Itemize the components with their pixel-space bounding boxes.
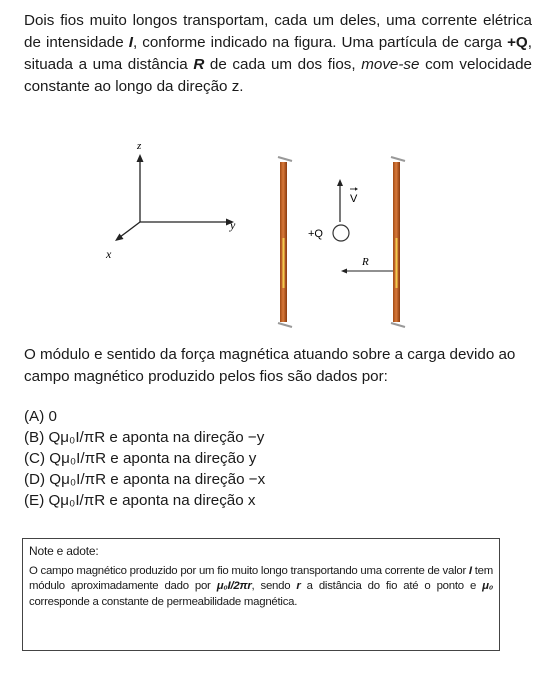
question-part: , conforme indicado na figura. Uma partícula de carga [132, 34, 508, 51]
note-box [22, 538, 500, 651]
option-e: (E) Qμ₀I/πR e aponta na direção x [24, 492, 256, 509]
note-r-symbol: r [296, 580, 301, 593]
axis-y-label: y [230, 218, 236, 232]
question-part: com velocidade constante ao longo da direção z. [24, 56, 532, 95]
question-part: de cada um dos fios, [204, 56, 362, 73]
note-part: a distância do fio até o ponto e [300, 580, 483, 593]
option-a: (A) 0 [24, 408, 57, 425]
particle-icon [333, 225, 349, 241]
note-body [29, 564, 493, 610]
right-wire [391, 157, 405, 327]
charge-symbol: +Q [507, 34, 528, 51]
particle-label: +Q [308, 228, 323, 240]
move-word: move-se [361, 56, 420, 73]
velocity-arrow-icon [337, 179, 343, 222]
options-list [24, 406, 265, 511]
note-part: O campo magnético produzido por um fio muito longo transportando uma corrente de valor [29, 565, 469, 577]
note-title: Note e adote: [29, 544, 99, 558]
distance-symbol: R [193, 56, 205, 73]
question-part: Dois fios muito longos transportam, cada um deles, uma corrente elétrica de intensidade [24, 12, 532, 51]
note-part: corresponde a constante de permeabilidade magnética. [29, 595, 298, 608]
note-part: tem módulo aproximadamente dado por [29, 565, 494, 593]
option-d: (D) Qμ₀I/πR e aponta na direção −x [24, 471, 266, 488]
note-mu-symbol: μ₀ [482, 580, 493, 593]
note-part: , sendo [251, 580, 297, 593]
wires-figure [100, 140, 430, 340]
distance-label: R [362, 256, 369, 268]
option-b: (B) Qμ₀I/πR e aponta na direção −y [24, 429, 265, 446]
distance-arrow-icon [341, 269, 393, 274]
current-symbol: I [128, 34, 133, 51]
question-part: , situada a uma distância [24, 34, 532, 73]
question-text [24, 10, 532, 98]
velocity-label: V [350, 193, 358, 205]
note-current-symbol: I [468, 565, 472, 577]
option-c: (C) Qμ₀I/πR e aponta na direção y [24, 450, 257, 467]
axis-z-label: z [137, 140, 142, 152]
axes-icon [115, 154, 234, 241]
question-stem: O módulo e sentido da força magnética atuando sobre a carga devido ao campo magnético produzido pelos fios são dados por: [24, 346, 516, 385]
note-formula: μ₀I/2πr [216, 580, 252, 593]
left-wire [278, 157, 292, 327]
axis-x-label: x [106, 247, 112, 261]
